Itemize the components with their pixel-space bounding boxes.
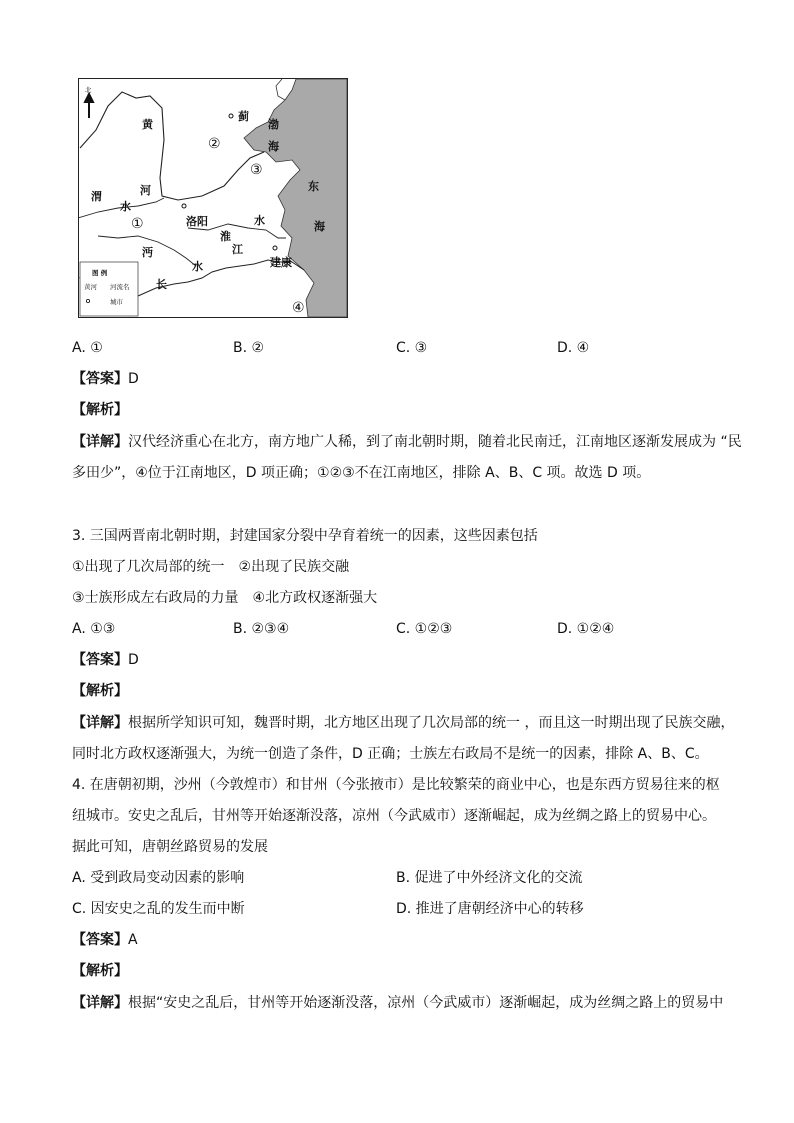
legend-river-sample: 黄河: [84, 283, 97, 291]
legend-river-desc: 河流名: [110, 283, 130, 291]
q3-option-b: B. ②③④: [233, 621, 290, 637]
q4-option-c: C. 因安史之乱的发生而中断: [72, 901, 245, 917]
q3-items-line2: ③士族形成左右政局的力量 ④北方政权逐渐强大: [72, 590, 378, 606]
city-jiankang-marker: [273, 246, 277, 250]
q2-option-b: B. ②: [233, 340, 265, 356]
q4-option-b: B. 促进了中外经济文化的交流: [396, 870, 583, 886]
q3-stem: 3. 三国两晋南北朝时期，封建国家分裂中孕育着统一的因素，这些因素包括: [72, 528, 538, 544]
label-huang: 黄: [142, 118, 153, 131]
q3-answer-tag: 【答案】: [72, 652, 128, 668]
marker-4: ④: [292, 300, 305, 316]
label-luoyang: 洛阳: [186, 215, 208, 228]
q3-analysis-tag: 【解析】: [72, 683, 128, 699]
q4-option-a: A. 受到政局变动因素的影响: [72, 870, 245, 886]
q2-detail-text1: 汉代经济重心在北方，南方地广人稀，到了南北朝时期，随着北民南迁，江南地区逐渐发展成为 “民: [128, 434, 742, 450]
label-huai: 淮: [220, 230, 231, 243]
label-shui1: 水: [120, 200, 131, 213]
marker-1: ①: [131, 216, 144, 232]
label-wei: 渭: [91, 190, 102, 203]
marker-2: ②: [208, 136, 221, 152]
label-dong: 东: [308, 180, 319, 193]
label-jiankang: 建康: [270, 256, 292, 269]
north-label: 北: [85, 86, 92, 94]
label-bo: 渤: [268, 118, 279, 131]
q4-detail-text1: 根据“安史之乱后，甘州等开始逐渐没落，凉州（今武威市）逐渐崛起，成为丝绸之路上的贸易中: [128, 995, 724, 1011]
q4-option-d: D. 推进了唐朝经济中心的转移: [396, 901, 584, 917]
q4-stem-line1: 4. 在唐朝初期，沙州（今敦煌市）和甘州（今张掖市）是比较繁荣的商业中心，也是东西方贸易往来的枢: [72, 777, 720, 793]
q3-items-line1: ①出现了几次局部的统一 ②出现了民族交融: [72, 559, 350, 575]
q2-option-d: D. ④: [557, 340, 590, 356]
q4-answer-tag: 【答案】: [72, 932, 128, 948]
historical-map: [78, 78, 348, 318]
label-shui3: 水: [192, 260, 203, 273]
q4-answer-row: [72, 930, 138, 950]
q2-analysis-tag: 【解析】: [72, 402, 128, 418]
q4-detail-tag: 【详解】: [72, 995, 128, 1011]
legend-title: 图 例: [92, 269, 108, 277]
q3-detail-tag: 【详解】: [72, 715, 128, 731]
q3-detail-line2: 同时北方政权逐渐强大，为统一创造了条件，D 正确；士族左右政局不是统一的因素，排除 A、B、C。: [72, 746, 709, 762]
city-luoyang-marker: [182, 204, 186, 208]
legend-city-marker: [86, 299, 89, 302]
q2-answer-value: D: [128, 371, 139, 387]
label-shui2: 水: [254, 214, 265, 227]
label-chang: 长: [156, 278, 167, 291]
q2-answer-row: [72, 369, 139, 389]
q3-option-d: D. ①②④: [557, 621, 615, 637]
q3-detail-line1: [72, 713, 734, 733]
label-ji: 蓟: [238, 110, 249, 123]
q4-stem-line2: 纽城市。安史之乱后，甘州等开始逐渐没落，凉州（今武威市）逐渐崛起，成为丝绸之路上的贸易中心。: [72, 808, 716, 824]
q3-detail-text1: 根据所学知识可知，魏晋时期，北方地区出现了几次局部的统一 ，而且这一时期出现了民族交融，: [128, 715, 735, 731]
q2-option-c: C. ③: [396, 340, 428, 356]
q3-option-c: C. ①②③: [396, 621, 453, 637]
q4-detail-line1: [72, 993, 723, 1013]
label-hai2: 海: [314, 220, 325, 233]
q2-detail-line2: 多田少”，④位于江南地区，D 项正确；①②③不在江南地区，排除 A、B、C 项。故选 D 项。: [72, 465, 651, 481]
label-hai1: 海: [268, 140, 279, 153]
q2-detail-line1: [72, 432, 742, 452]
q3-option-a: A. ①③: [72, 621, 116, 637]
label-bing: 沔: [142, 246, 153, 259]
legend-city-desc: 城市: [110, 298, 123, 306]
label-jiang: 江: [232, 243, 243, 256]
q3-answer-value: D: [128, 652, 139, 668]
city-ji-marker: [229, 114, 233, 118]
q4-answer-value: A: [128, 932, 138, 948]
q2-option-a: A. ①: [72, 340, 103, 356]
q2-answer-tag: 【答案】: [72, 371, 128, 387]
q3-answer-row: [72, 650, 139, 670]
q2-detail-tag: 【详解】: [72, 434, 128, 450]
q4-analysis-tag: 【解析】: [72, 963, 128, 979]
q4-stem-line3: 据此可知，唐朝丝路贸易的发展: [72, 839, 268, 855]
marker-3: ③: [250, 162, 263, 178]
label-he: 河: [140, 184, 151, 197]
